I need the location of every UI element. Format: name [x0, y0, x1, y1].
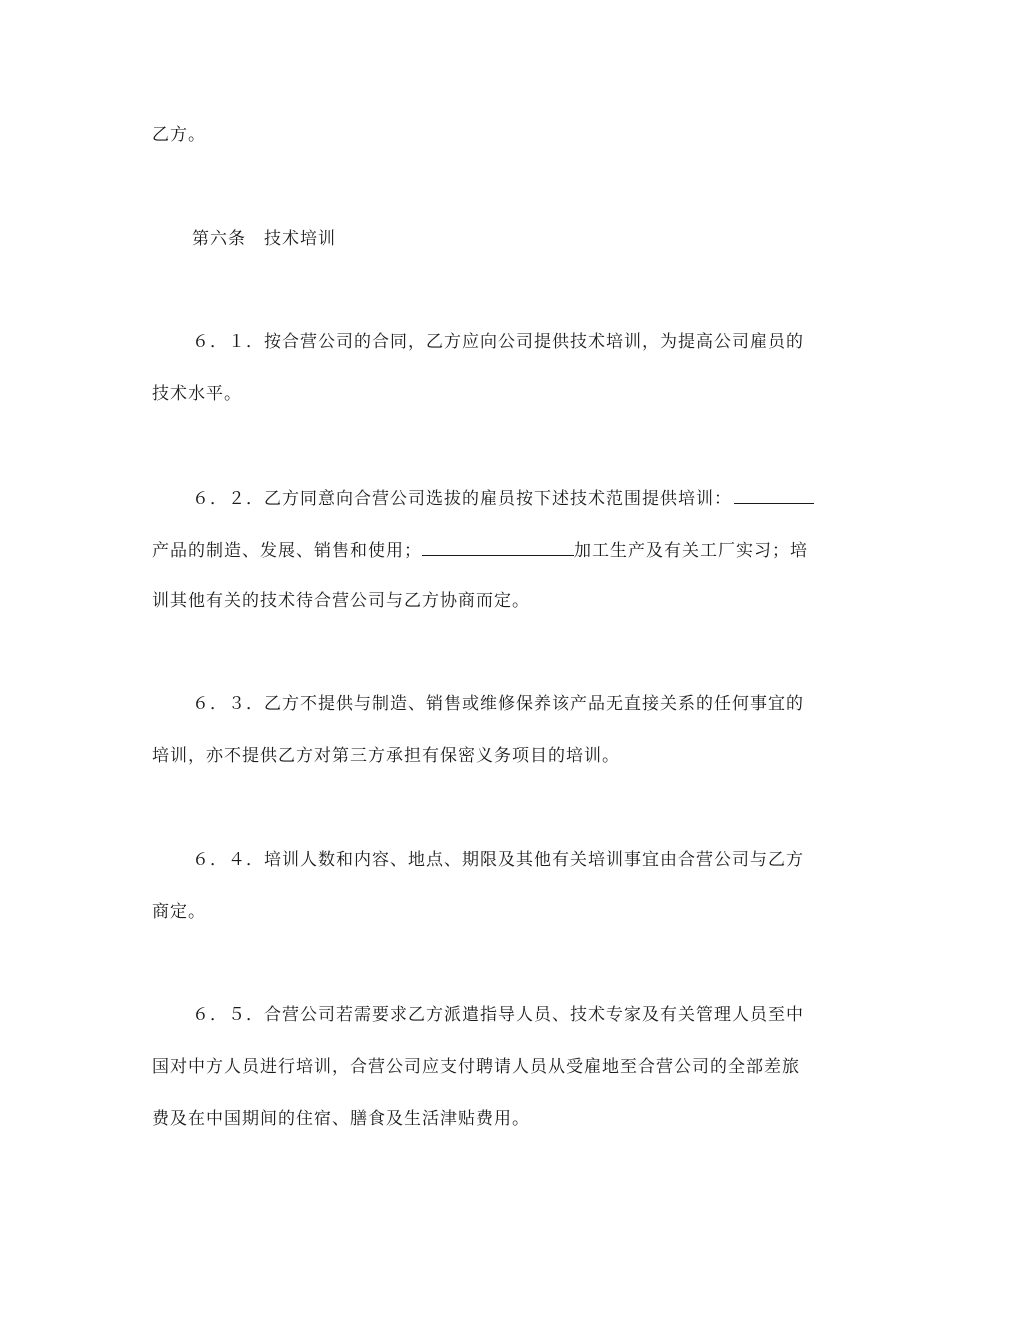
- clause-6-2-line-1: [192, 485, 814, 511]
- clause-6-5-line-3: 费及在中国期间的住宿、膳食及生活津贴费用。: [152, 1109, 530, 1129]
- clause-6-1-line-1: ６．１．按合营公司的合同，乙方应向公司提供技术培训，为提高公司雇员的: [192, 332, 804, 352]
- clause-6-2-line-1-text: ６．２．乙方同意向合营公司选拔的雇员按下述技术范围提供培训：: [192, 489, 732, 509]
- clause-6-5-line-1: ６．５．合营公司若需要求乙方派遣指导人员、技术专家及有关管理人员至中: [192, 1005, 804, 1025]
- clause-6-3-line-1: ６．３．乙方不提供与制造、销售或维修保养该产品无直接关系的任何事宜的: [192, 694, 804, 714]
- clause-6-2-line-2-text-a: 产品的制造、发展、销售和使用；: [152, 541, 422, 561]
- clause-6-2-line-3: 训其他有关的技术待合营公司与乙方协商而定。: [152, 591, 530, 611]
- fill-in-blank: [734, 485, 814, 504]
- clause-6-1-line-2: 技术水平。: [152, 384, 242, 404]
- fill-in-blank: [422, 537, 574, 556]
- clause-6-5-line-2: 国对中方人员进行培训，合营公司应支付聘请人员从受雇地至合营公司的全部差旅: [152, 1057, 800, 1077]
- clause-6-2-line-2-text-b: 加工生产及有关工厂实习；培: [574, 541, 808, 561]
- clause-6-2-line-2: [152, 537, 808, 563]
- article-heading: 第六条 技术培训: [192, 229, 336, 249]
- clause-6-4-line-2: 商定。: [152, 902, 206, 922]
- continuation-line: 乙方。: [152, 125, 206, 145]
- clause-6-3-line-2: 培训，亦不提供乙方对第三方承担有保密义务项目的培训。: [152, 746, 620, 766]
- clause-6-4-line-1: ６．４．培训人数和内容、地点、期限及其他有关培训事宜由合营公司与乙方: [192, 850, 804, 870]
